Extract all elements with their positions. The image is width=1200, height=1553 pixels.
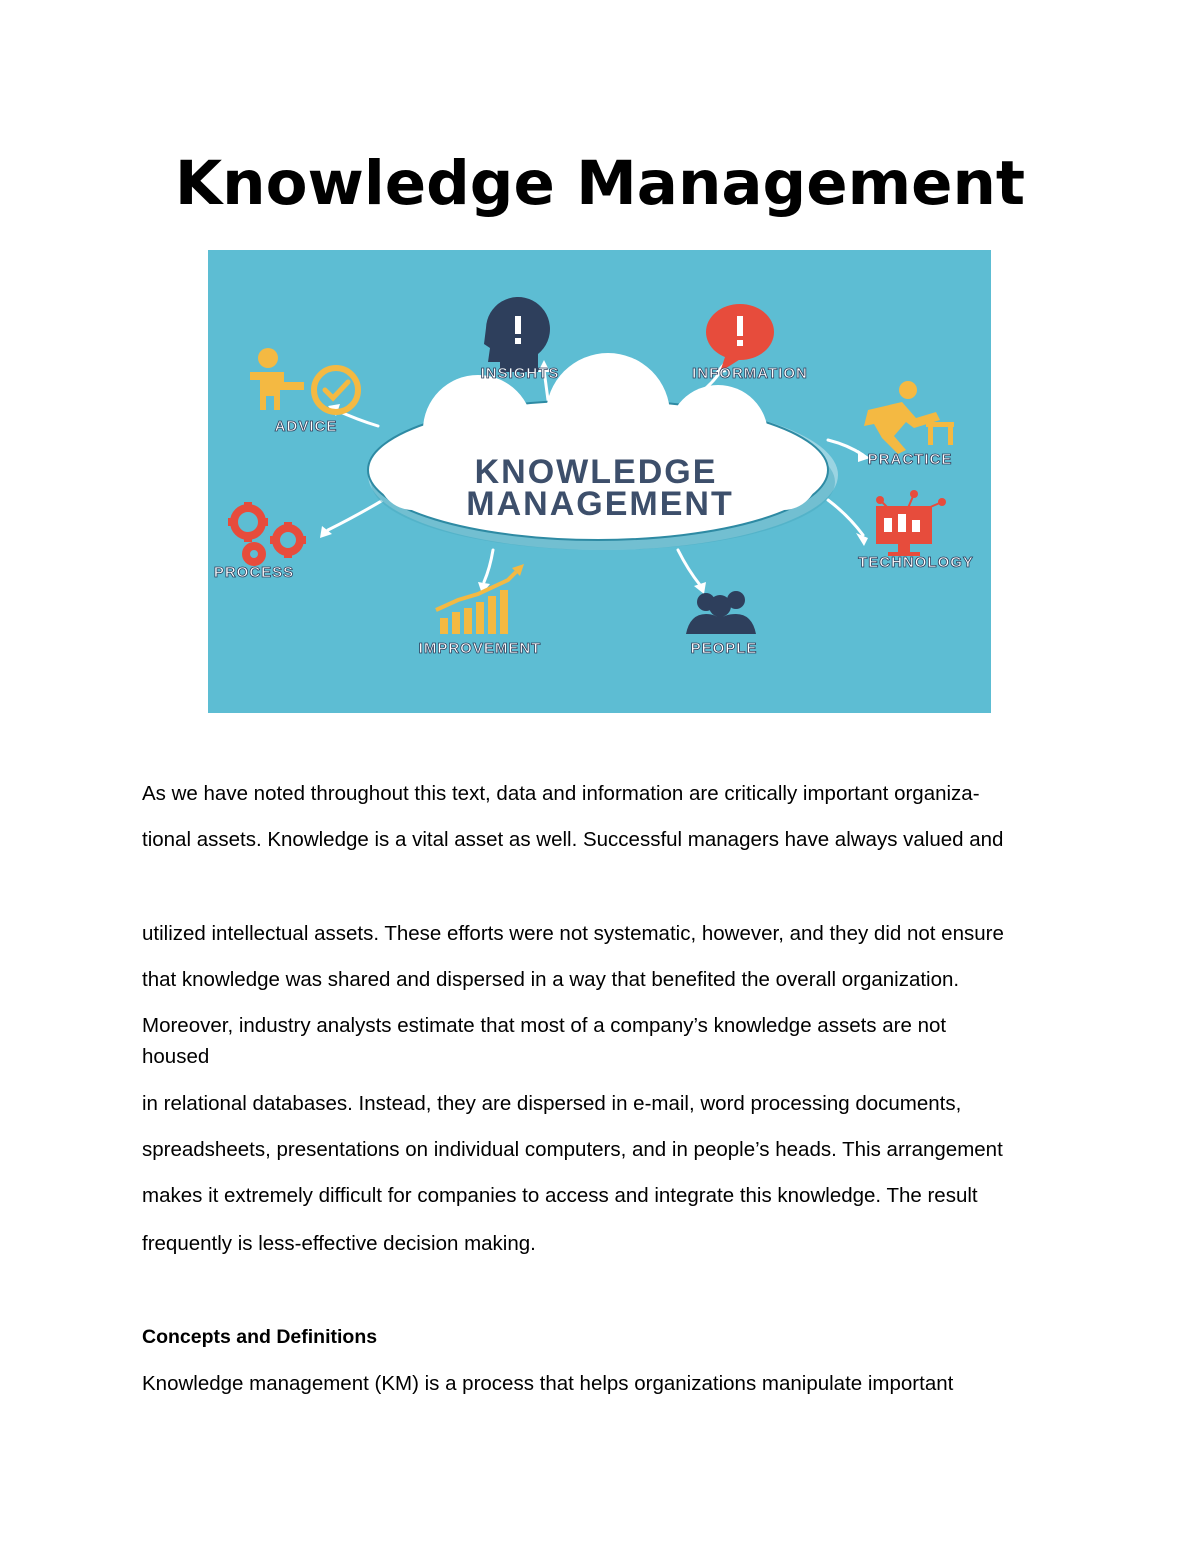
- label-insights: INSIGHTS: [480, 365, 560, 382]
- section-heading: Concepts and Definitions: [142, 1326, 378, 1348]
- hurdle-person-icon: [864, 381, 954, 454]
- label-improvement: IMPROVEMENT: [418, 640, 542, 657]
- label-advice: ADVICE: [274, 418, 338, 435]
- page-title: Knowledge Management: [174, 148, 1026, 219]
- body-line-5: Moreover, industry analysts estimate that most of a company’s knowledge assets are not: [142, 1014, 947, 1037]
- body-line-9: makes it extremely difficult for companies to access and integrate this knowledge. The result: [142, 1184, 978, 1207]
- rising-bars-icon: [436, 564, 524, 634]
- speech-bubble-icon: [706, 304, 774, 372]
- arrow-to-process: [328, 500, 383, 530]
- body-line-1: As we have noted throughout this text, data and information are critically important organiza-: [142, 782, 980, 805]
- body-line-3: utilized intellectual assets. These efforts were not systematic, however, and they did not ensure: [142, 922, 1004, 945]
- arrow-to-technology: [828, 500, 863, 535]
- arrow-to-improvement: [484, 550, 493, 582]
- center-label-line2: MANAGEMENT: [466, 485, 734, 523]
- label-process: PROCESS: [213, 564, 295, 581]
- body-line-8: spreadsheets, presentations on individual computers, and in people’s heads. This arrangement: [142, 1138, 1003, 1161]
- label-people: PEOPLE: [690, 640, 758, 657]
- people-group-icon: [686, 591, 756, 634]
- label-practice: PRACTICE: [867, 451, 953, 468]
- body-line-4: that knowledge was shared and dispersed in a way that benefited the overall organization.: [142, 968, 960, 991]
- person-check-icon: [250, 348, 358, 412]
- body-line-10: frequently is less-effective decision making.: [142, 1232, 536, 1255]
- monitor-network-icon: [876, 490, 946, 556]
- label-information: INFORMATION: [692, 365, 808, 382]
- arrow-to-practice: [828, 440, 863, 455]
- arrow-to-people: [678, 550, 700, 585]
- body-line-7: in relational databases. Instead, they are dispersed in e-mail, word processing documents,: [142, 1092, 962, 1115]
- head-exclamation-icon: [484, 297, 550, 372]
- knowledge-management-infographic: [208, 250, 991, 713]
- center-label-line1: KNOWLEDGE: [474, 453, 718, 491]
- section-first-line: Knowledge management (KM) is a process that helps organizations manipulate important: [142, 1372, 954, 1395]
- body-line-2: tional assets. Knowledge is a vital asset as well. Successful managers have always valued and: [142, 828, 1004, 851]
- label-technology: TECHNOLOGY: [858, 554, 974, 571]
- body-line-6: housed: [142, 1045, 210, 1068]
